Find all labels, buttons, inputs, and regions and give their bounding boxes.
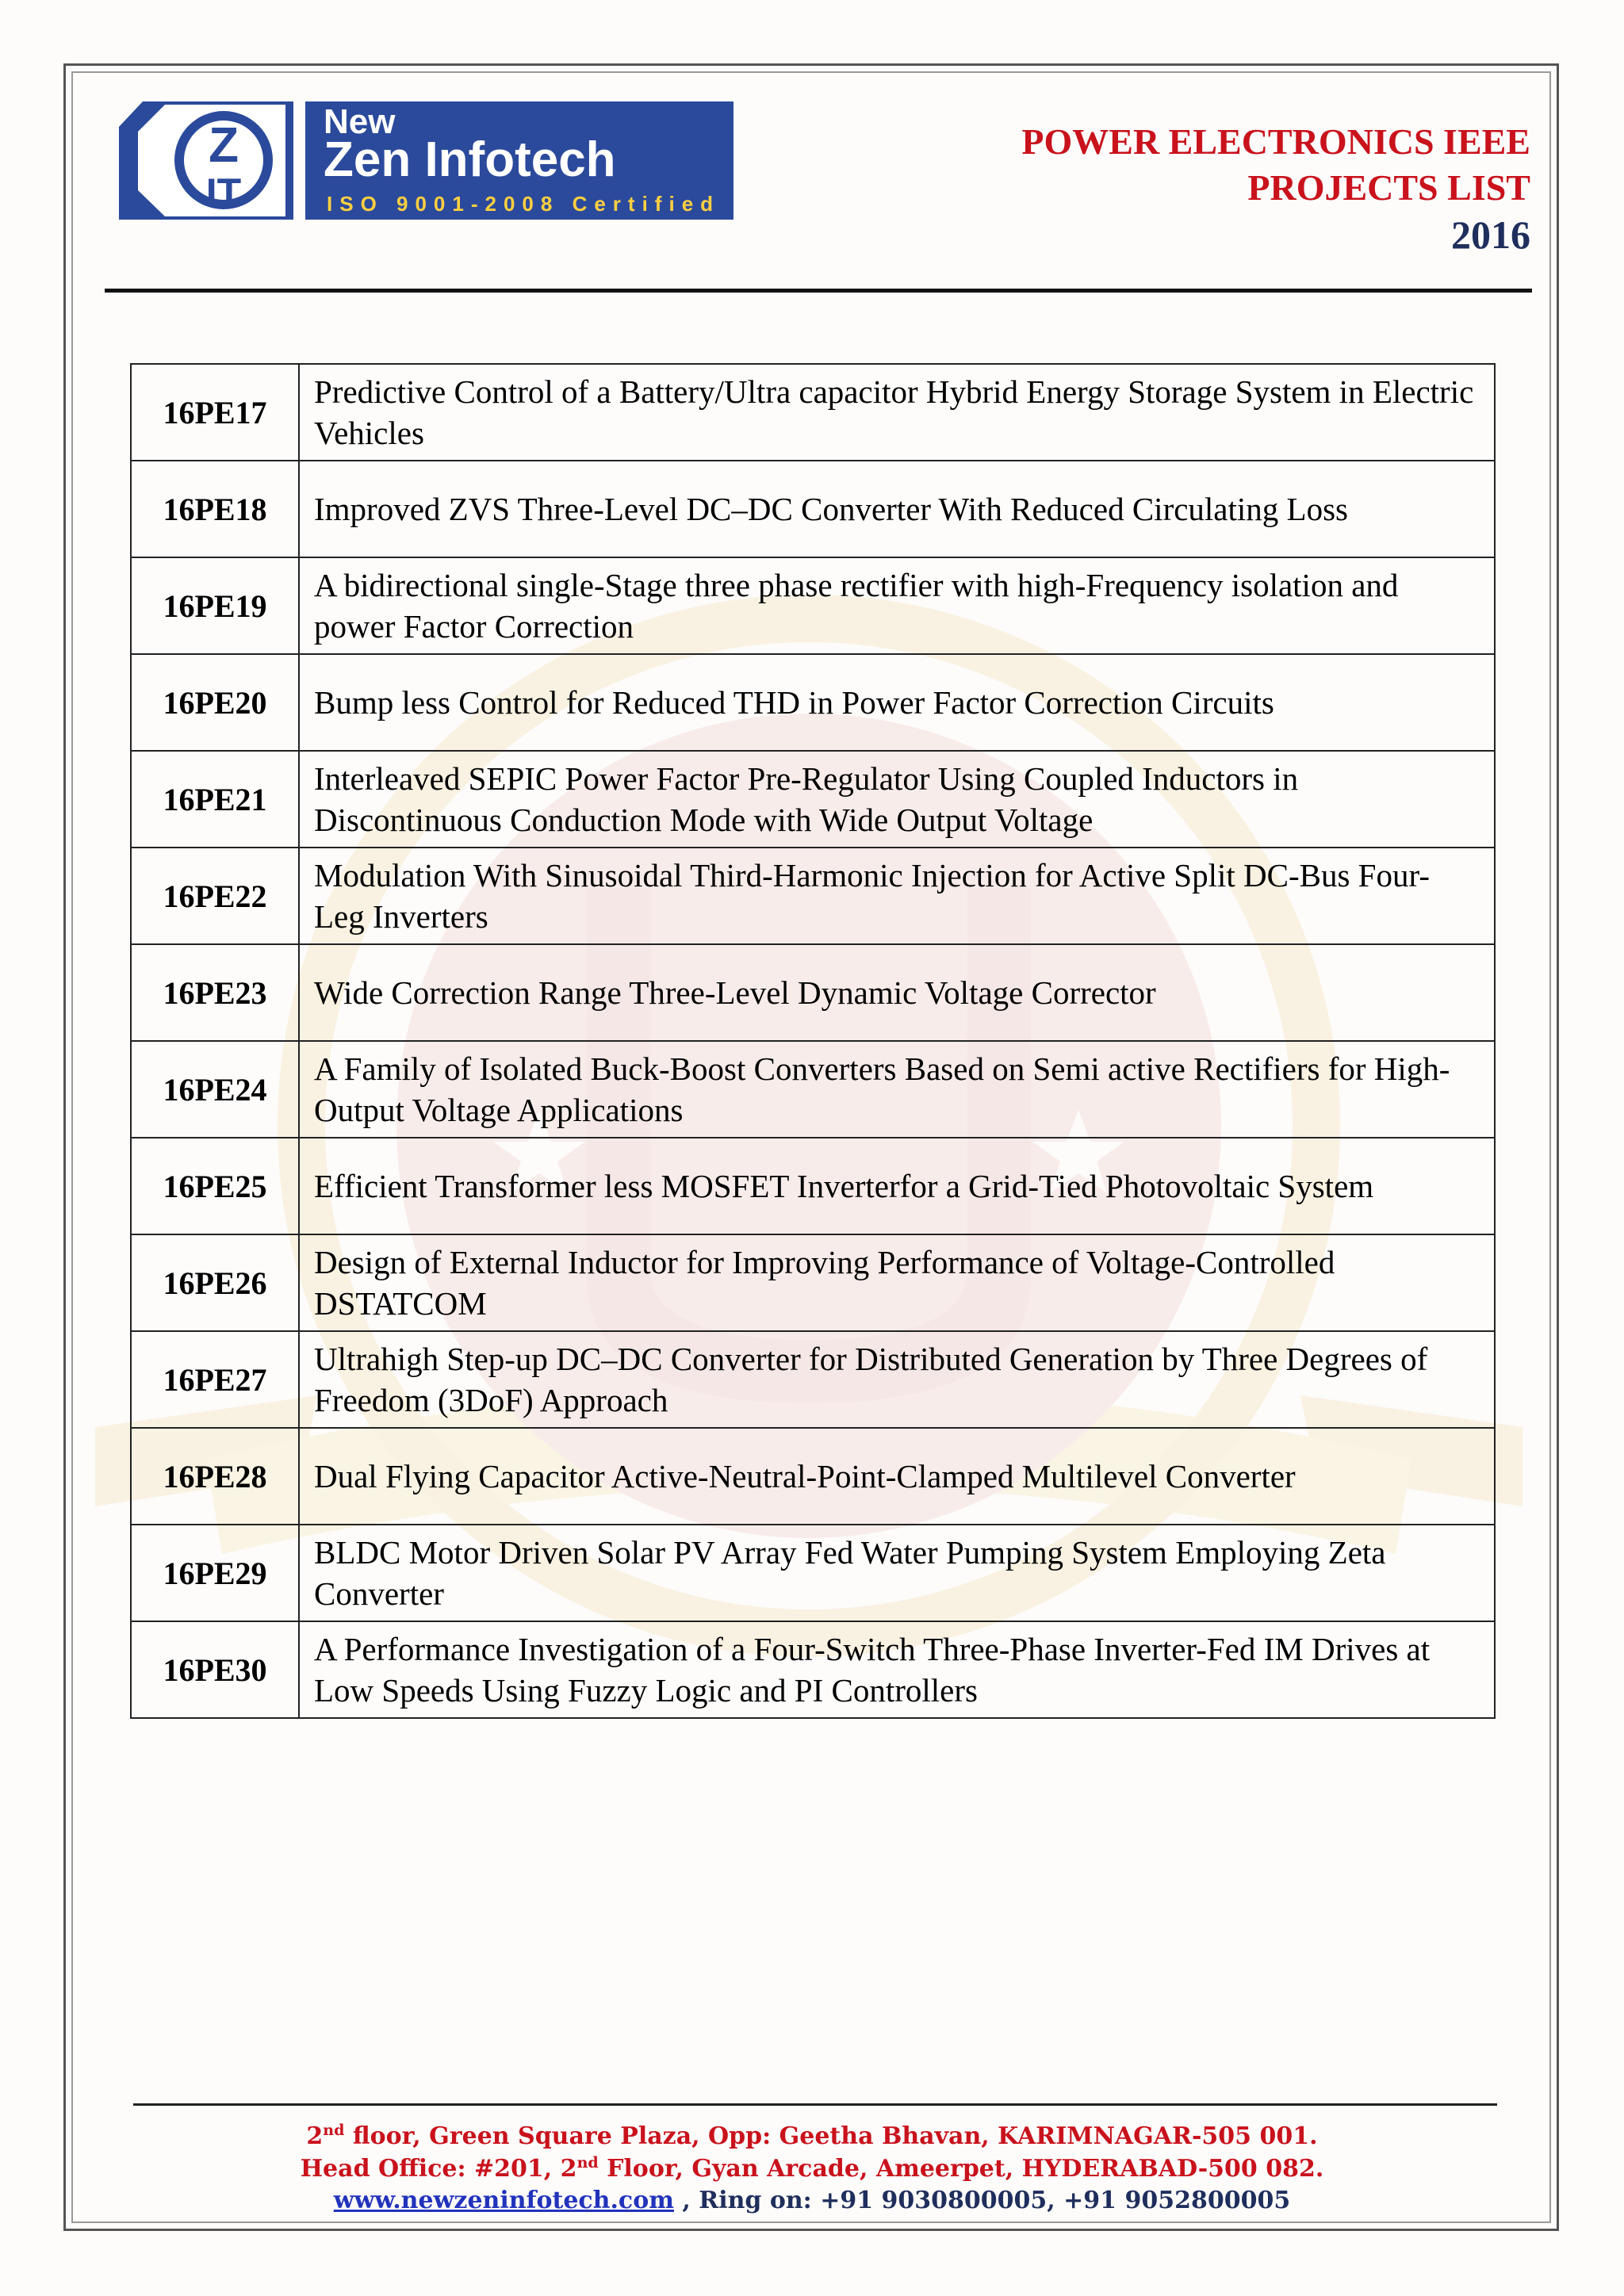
table-row (131, 1234, 1495, 1331)
company-logo (119, 95, 737, 226)
table-row (131, 557, 1495, 654)
table-row (131, 1525, 1495, 1621)
project-code: 16PE27 (131, 1331, 299, 1428)
project-title: Design of External Inductor for Improving Performance of Voltage-Controlled DSTATCOM (299, 1234, 1495, 1331)
project-title: Modulation With Sinusoidal Third-Harmonic Injection for Active Split DC-Bus Four-Leg Inverters (299, 848, 1495, 944)
project-title: Wide Correction Range Three-Level Dynamic Voltage Corrector (299, 944, 1495, 1041)
project-code: 16PE30 (131, 1621, 299, 1718)
table-row (131, 654, 1495, 751)
projects-table (130, 363, 1496, 1719)
table-row (131, 364, 1495, 461)
logo-brand-small: New (324, 102, 396, 141)
project-title: A bidirectional single-Stage three phase rectifier with high-Frequency isolation and power Factor Correction (299, 557, 1495, 654)
project-code: 16PE22 (131, 848, 299, 944)
footer-divider (133, 2103, 1497, 2106)
logo-tagline: ISO 9001-2008 Certified (327, 192, 721, 216)
project-title: Interleaved SEPIC Power Factor Pre-Regulator Using Coupled Inductors in Discontinuous Conduction Mode with Wide Output Voltage (299, 751, 1495, 848)
title-year: 2016 (1451, 212, 1530, 257)
project-title: Dual Flying Capacitor Active-Neutral-Point-Clamped Multilevel Converter (299, 1428, 1495, 1525)
project-code: 16PE20 (131, 654, 299, 751)
project-title: Improved ZVS Three-Level DC–DC Converter With Reduced Circulating Loss (299, 461, 1495, 557)
table-row (131, 848, 1495, 944)
project-title: BLDC Motor Driven Solar PV Array Fed Water Pumping System Employing Zeta Converter (299, 1525, 1495, 1621)
project-code: 16PE18 (131, 461, 299, 557)
project-title: Bump less Control for Reduced THD in Power Factor Correction Circuits (299, 654, 1495, 751)
project-title: A Family of Isolated Buck-Boost Converters Based on Semi active Rectifiers for High-Output Voltage Applications (299, 1041, 1495, 1138)
table-row (131, 461, 1495, 557)
header-divider (105, 289, 1532, 293)
project-code: 16PE23 (131, 944, 299, 1041)
project-code: 16PE25 (131, 1138, 299, 1234)
table-row (131, 1041, 1495, 1138)
document-title (1021, 119, 1530, 258)
project-code: 16PE26 (131, 1234, 299, 1331)
table-row (131, 1138, 1495, 1234)
phone-numbers: +91 9030800005, +91 9052800005 (820, 2187, 1291, 2214)
project-title: Predictive Control of a Battery/Ultra capacitor Hybrid Energy Storage System in Electric Vehicles (299, 364, 1495, 461)
table-row (131, 1621, 1495, 1718)
logo-mark-bottom: IT (205, 170, 242, 215)
footer-branch-address: 2nd floor, Green Square Plaza, Opp: Geetha Bhavan, KARIMNAGAR-505 001. (306, 2122, 1318, 2150)
project-code: 16PE29 (131, 1525, 299, 1621)
project-code: 16PE28 (131, 1428, 299, 1525)
table-row (131, 751, 1495, 848)
project-title: A Performance Investigation of a Four-Switch Three-Phase Inverter-Fed IM Drives at Low Speeds Using Fuzzy Logic and PI Controllers (299, 1621, 1495, 1718)
logo-mark-top: Z (209, 118, 239, 173)
project-code: 16PE19 (131, 557, 299, 654)
table-row (131, 944, 1495, 1041)
footer-head-office: Head Office: #201, 2nd Floor, Gyan Arcade, Ameerpet, HYDERABAD-500 082. (300, 2154, 1324, 2183)
project-code: 16PE24 (131, 1041, 299, 1138)
title-line-2: PROJECTS LIST (1247, 167, 1530, 208)
title-line-1: POWER ELECTRONICS IEEE (1021, 121, 1530, 162)
footer-contact: www.newzeninfotech.com , Ring on: +91 9030800005, +91 9052800005 (333, 2187, 1291, 2214)
table-row (131, 1331, 1495, 1428)
logo-brand-main: Zen Infotech (324, 132, 616, 187)
project-title: Efficient Transformer less MOSFET Inverterfor a Grid-Tied Photovoltaic System (299, 1138, 1495, 1234)
table-row (131, 1428, 1495, 1525)
project-code: 16PE21 (131, 751, 299, 848)
project-code: 16PE17 (131, 364, 299, 461)
website-link[interactable]: www.newzeninfotech.com (333, 2187, 674, 2214)
project-title: Ultrahigh Step-up DC–DC Converter for Distributed Generation by Three Degrees of Freedom (3DoF) Approach (299, 1331, 1495, 1428)
